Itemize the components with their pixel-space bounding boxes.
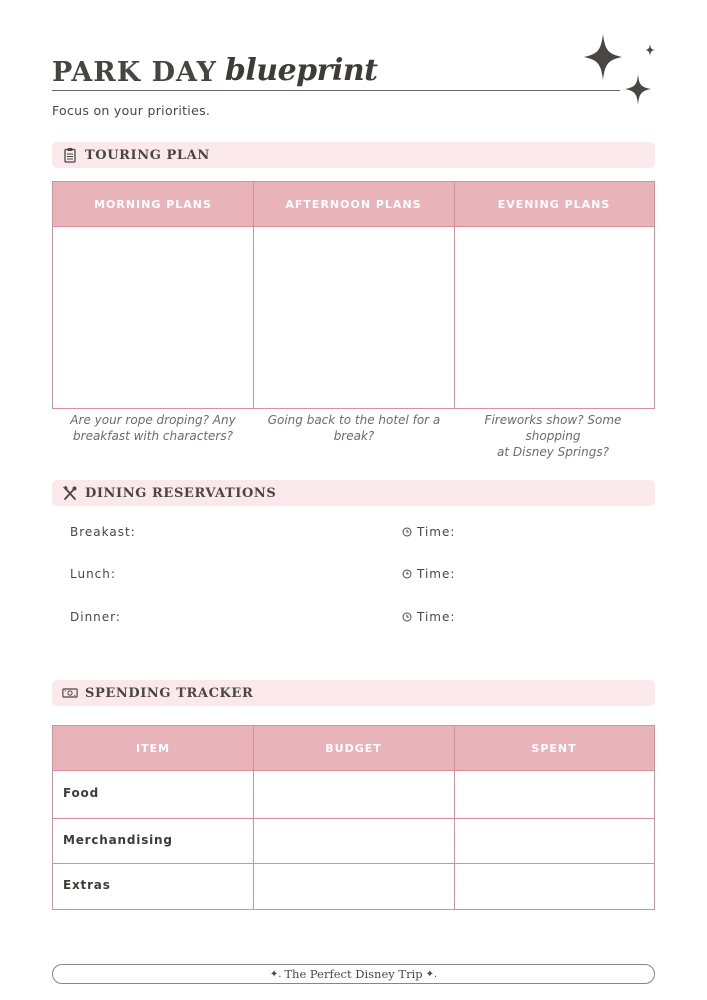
clipboard-icon [62, 147, 78, 163]
section-label: TOURING PLAN [85, 147, 210, 163]
food-spent-cell[interactable] [455, 771, 654, 818]
footer-text: The Perfect Disney Trip [284, 967, 423, 981]
evening-plans-cell[interactable] [455, 227, 654, 408]
column-header-budget: BUDGET [253, 726, 454, 770]
clock-icon [402, 612, 412, 622]
dinner-label: Dinner: [70, 610, 121, 624]
title-main-text: PARK DAY [52, 57, 217, 88]
footer-banner [52, 964, 655, 984]
hint-line: at Disney Springs? [497, 445, 609, 459]
column-header-afternoon: AFTERNOON PLANS [253, 182, 454, 226]
lunch-time [402, 567, 455, 581]
column-header-item: ITEM [53, 726, 253, 770]
time-label: Time: [417, 610, 456, 624]
clock-icon [402, 569, 412, 579]
table-row-label-food: Food [63, 786, 99, 800]
dinner-time [402, 610, 455, 624]
title-script-text: blueprint [224, 53, 378, 88]
morning-plans-cell[interactable] [53, 227, 253, 408]
afternoon-plans-cell[interactable] [254, 227, 454, 408]
page-title [52, 44, 378, 88]
money-icon [62, 685, 78, 701]
title-divider [52, 90, 620, 91]
food-budget-cell[interactable] [254, 771, 454, 818]
table-row-label-merchandising: Merchandising [63, 833, 173, 847]
extras-spent-cell[interactable] [455, 864, 654, 909]
column-header-evening: EVENING PLANS [454, 182, 654, 226]
sparkles-icon [580, 32, 660, 112]
merchandising-budget-cell[interactable] [254, 819, 454, 863]
dining-reservations-header [52, 480, 655, 506]
evening-hint [458, 412, 648, 460]
afternoon-hint [259, 412, 449, 444]
clock-icon [402, 527, 412, 537]
page-subtitle: Focus on your priorities. [52, 103, 211, 118]
sparkle-right-icon: ✦. [425, 968, 438, 980]
section-label: DINING RESERVATIONS [85, 485, 277, 501]
extras-budget-cell[interactable] [254, 864, 454, 909]
spending-tracker-header [52, 680, 655, 706]
hint-line: Fireworks show? Some shopping [484, 413, 622, 443]
breakfast-time [402, 525, 455, 539]
table-row-label-extras: Extras [63, 878, 111, 892]
touring-plan-header [52, 142, 655, 168]
time-label: Time: [417, 567, 456, 581]
time-label: Time: [417, 525, 456, 539]
column-header-spent: SPENT [454, 726, 654, 770]
hint-line: Going back to the hotel for a [267, 413, 441, 427]
morning-hint [58, 412, 248, 444]
column-header-morning: MORNING PLANS [53, 182, 253, 226]
hint-line: breakfast with characters? [73, 429, 233, 443]
breakfast-label: Breakast: [70, 525, 136, 539]
merchandising-spent-cell[interactable] [455, 819, 654, 863]
hint-line: break? [333, 429, 375, 443]
section-label: SPENDING TRACKER [85, 685, 254, 701]
sparkle-left-icon: ✦. [269, 968, 282, 980]
lunch-label: Lunch: [70, 567, 116, 581]
hint-line: Are your rope droping? Any [70, 413, 236, 427]
utensils-icon [62, 485, 78, 501]
